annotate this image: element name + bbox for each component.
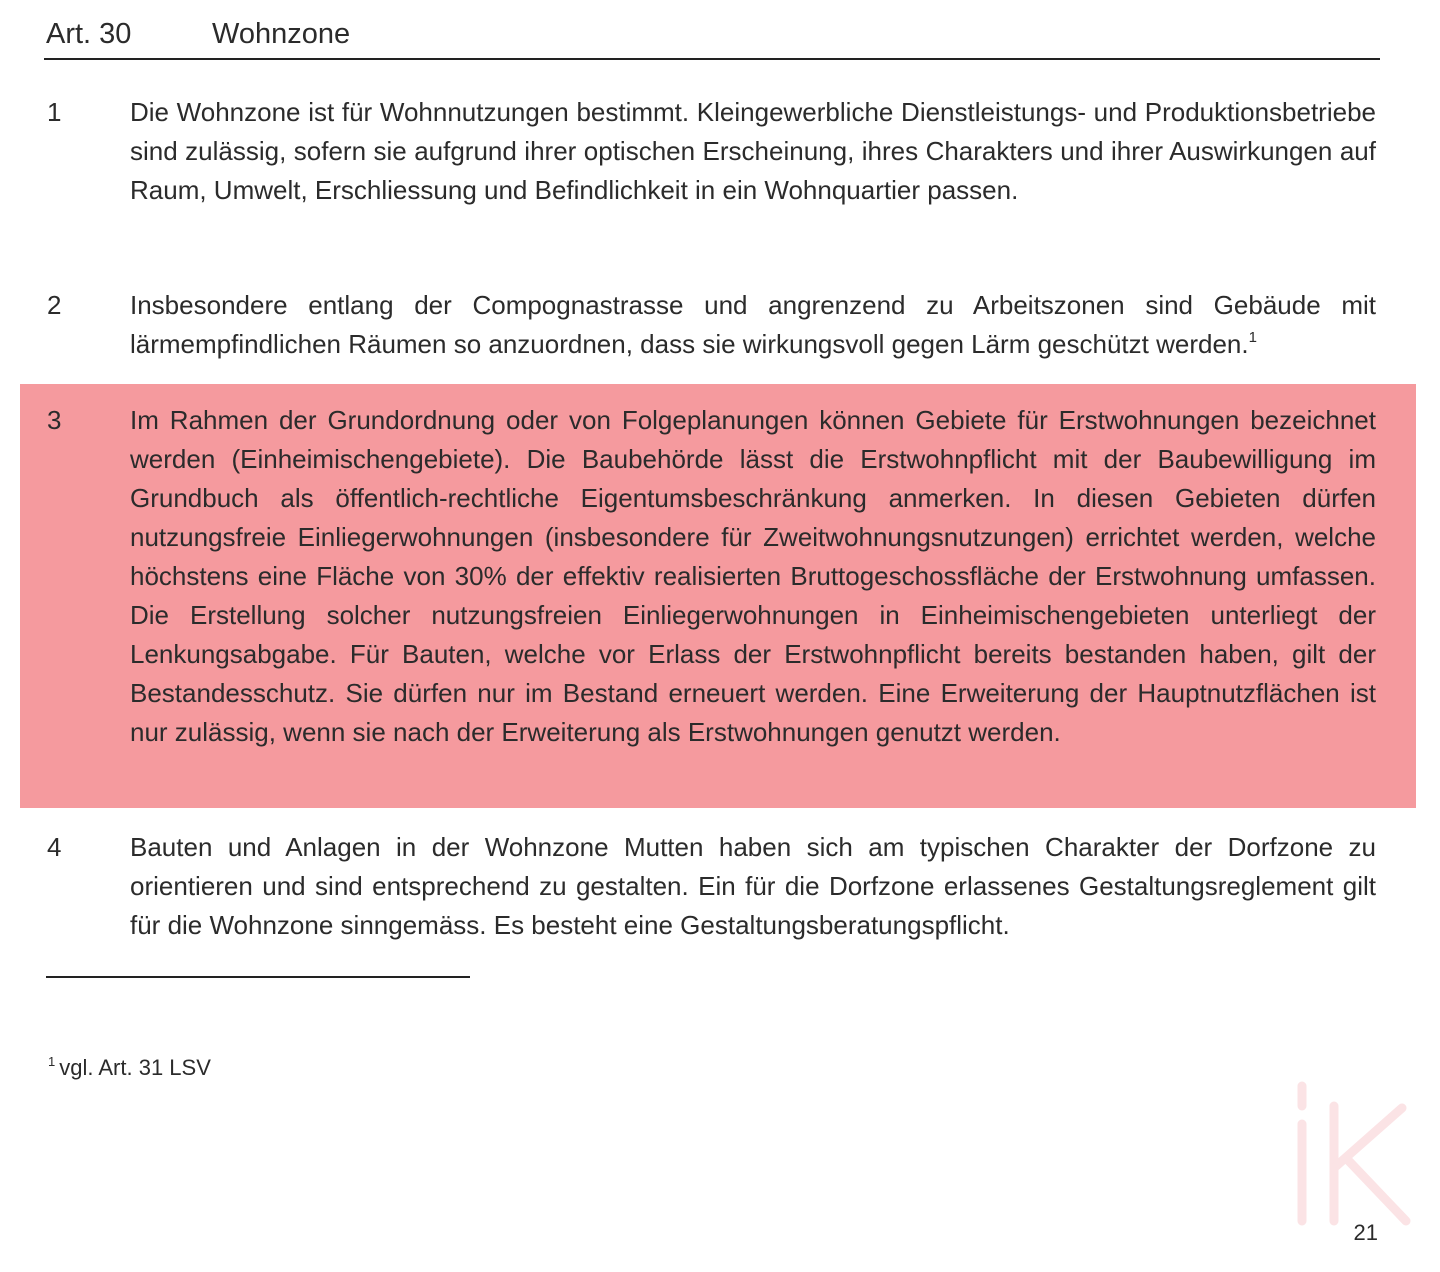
- paragraph-number: 4: [47, 832, 62, 862]
- page-number: 21: [1353, 1220, 1378, 1245]
- logo-watermark-icon: [1284, 1076, 1414, 1226]
- article-title: Wohnzone: [212, 18, 351, 50]
- article-header: [44, 14, 1380, 60]
- article-number: Art. 30: [46, 18, 132, 50]
- footnote: [48, 1054, 211, 1081]
- paragraph-number: 1: [47, 97, 62, 127]
- paragraph-text: Bauten und Anlagen in der Wohnzone Mutten haben sich am typischen Charakter der Dorfzone zu orientieren und sind entsprechend zu gestalten. Ein für die Dorfzone erlassenes Gestaltungsreglement gilt für die Wohnzone sinngemäss. Es besteht eine Gestaltungsberatungspflicht.: [130, 832, 1376, 940]
- footnote-reference[interactable]: 1: [1248, 329, 1257, 346]
- paragraph-number: 3: [47, 405, 62, 435]
- paragraph-text: Die Wohnzone ist für Wohnnutzungen bestimmt. Kleingewerbliche Dienstleistungs- und Produktionsbetriebe sind zulässig, sofern sie aufgrund ihrer optischen Erscheinung, ihres Charakters und ihrer Auswirkungen auf Raum, Umwelt, Erschliessung und Befindlichkeit in ein Wohnquartier passen.: [130, 97, 1376, 205]
- footnote-text: vgl. Art. 31 LSV: [59, 1055, 211, 1080]
- paragraph-text: Insbesondere entlang der Compognastrasse und angrenzend zu Arbeitszonen sind Gebäude mit lärmempfindlichen Räumen so anzuordnen, dass sie wirkungsvoll gegen Lärm geschützt werden.$^1$: [130, 290, 1376, 359]
- paragraph-number: 2: [47, 290, 62, 320]
- paragraph-text: Im Rahmen der Grundordnung oder von Folgeplanungen können Gebiete für Erstwohnungen bezeichnet werden (Einheimischengebiete). Die Baubehörde lässt die Erstwohnpflicht mit der Baubewilligung im Grundbuch als öffentlich-rechtliche Eigentumsbeschränkung anmerken. In diesen Gebieten dürfen nutzungsfreie Einliegerwohnungen (insbesondere für Zweitwohnungsnutzungen) errichtet werden, welche höchstens eine Fläche von 30% der effektiv realisierten Bruttogeschossfläche der Erstwohnung umfassen. Die Erstellung solcher nutzungsfreien Einliegerwohnungen in Einheimischengebieten unterliegt der Lenkungsabgabe. Für Bauten, welche vor Erlass der Erstwohnpflicht bereits bestanden haben, gilt der Bestandesschutz. Sie dürfen nur im Bestand erneuert werden. Eine Erweiterung der Hauptnutzflächen ist nur zulässig, wenn sie nach der Erweiterung als Erstwohnungen genutzt werden.: [130, 405, 1376, 747]
- footnote-separator: [46, 976, 470, 978]
- footnote-mark: 1: [48, 1054, 56, 1069]
